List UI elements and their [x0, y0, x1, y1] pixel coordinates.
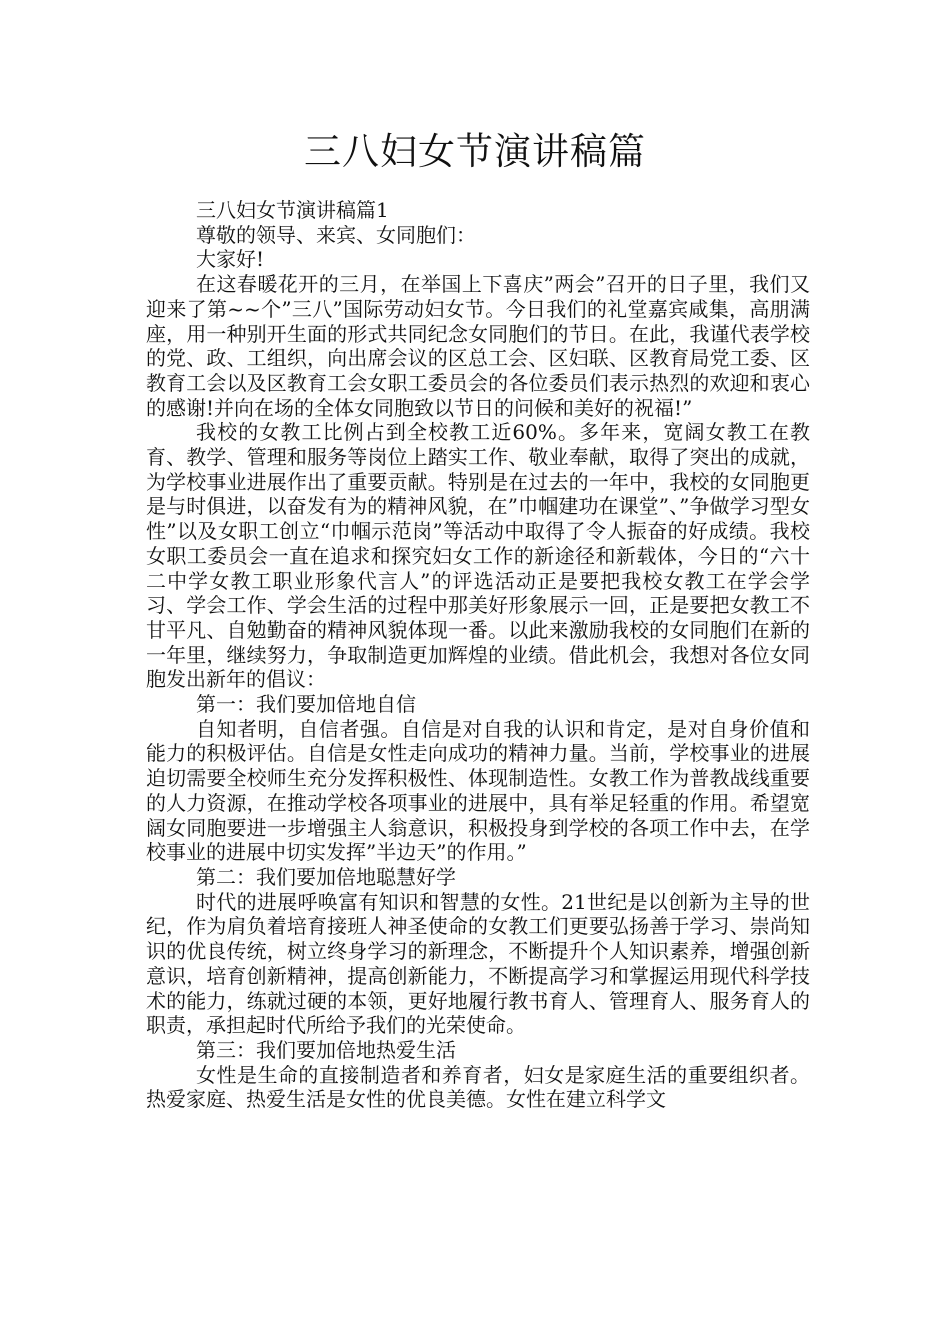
paragraph-opening: 在这春暖花开的三月，在举国上下喜庆”两会”召开的日子里，我们又迎来了第~~个”三八”国际劳动妇女节。今日我们的礼堂嘉宾咸集，高朋满座，用一种别开生面的形式共同纪念女同胞们的节日。在此，我谨代表学校的党、政、工组织，向出席会议的区总工会、区妇联、区教育局党工委、区教育工会以及区教育工会女职工委员会的各位委员们表示热烈的欢迎和衷心的感谢!并向在场的全体女同胞致以节日的问候和美好的祝福!” [146, 272, 810, 420]
paragraph-subtitle: 三八妇女节演讲稿篇1 [196, 198, 389, 222]
document-body [146, 198, 810, 1112]
paragraph-point-three: 女性是生命的直接制造者和养育者，妇女是家庭生活的重要组织者。热爱家庭、热爱生活是女性的优良美德。女性在建立科学文 [146, 1062, 810, 1112]
paragraph-point-one: 自知者明，自信者强。自信是对自我的认识和肯定，是对自身价值和能力的积极评估。自信是女性走向成功的精神力量。当前，学校事业的进展迫切需要全校师生充分发挥积极性、体现制造性。女教工作为普教战线重要的人力资源，在推动学校各项事业的进展中，具有举足轻重的作用。希望宽阔女同胞要进一步增强主人翁意识，积极投身到学校的各项工作中去，在学校事业的进展中切实发挥”半边天”的作用。” [146, 716, 810, 865]
page-title: 三八妇女节演讲稿篇 [304, 130, 646, 173]
paragraph-point-two: 时代的进展呼唤富有知识和智慧的女性。21世纪是以创新为主导的世纪，作为肩负着培育接班人神圣使命的女教工们更要弘扬善于学习、崇尚知识的优良传统，树立终身学习的新理念，不断提升个人知识素养，增强创新意识，培育创新精神，提高创新能力，不断提高学习和掌握运用现代科学技术的能力，练就过硬的本领，更好地履行教书育人、管理育人、服务育人的职责，承担起时代所给予我们的光荣使命。 [146, 889, 810, 1038]
heading-point-one: 第一：我们要加倍地自信 [196, 692, 416, 717]
paragraph-achievements: 我校的女教工比例占到全校教工近60%。多年来，宽阔女教工在教育、教学、管理和服务等岗位上踏实工作、敬业奉献，取得了突出的成就，为学校事业进展作出了重要贡献。特别是在过去的一年中，我校的女同胞更是与时俱进，以奋发有为的精神风貌，在”巾帼建功在课堂”、”争做学习型女性”以及女职工创立“巾帼示范岗”等活动中取得了令人振奋的好成绩。我校女职工委员会一直在追求和探究妇女工作的新途径和新载体，今日的“六十二中学女教工职业形象代言人”的评选活动正是要把我校女教工在学会学习、学会工作、学会生活的过程中那美好形象展示一回，正是要把女教工不甘平凡、自勉勤奋的精神风貌体现一番。以此来激励我校的女同胞们在新的一年里，继续努力，争取制造更加辉煌的业绩。借此机会，我想对各位女同胞发出新年的倡议： [146, 420, 810, 692]
paragraph-greeting: 大家好! [196, 247, 265, 272]
paragraph-salutation: 尊敬的领导、来宾、女同胞们： [196, 222, 476, 247]
heading-point-three: 第三：我们要加倍地热爱生活 [196, 1037, 456, 1062]
heading-point-two: 第二：我们要加倍地聪慧好学 [196, 864, 456, 889]
